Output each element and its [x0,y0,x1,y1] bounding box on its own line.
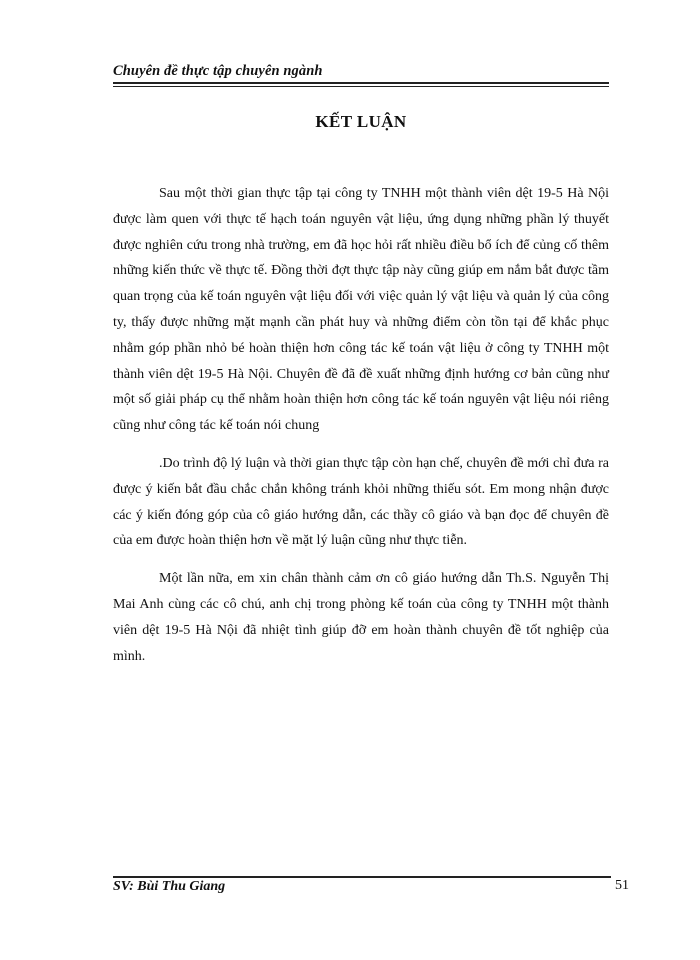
body-text [113,181,609,669]
page-number: 51 [615,878,629,893]
paragraph-acknowledgement: Một lần nữa, em xin chân thành cảm ơn cô giáo hướng dẫn Th.S. Nguyễn Thị Mai Anh cùng các cô chú, anh chị trong phòng kế toán của công ty TNHH một thành viên dệt 19-5 Hà Nội đã nhiệt tình giúp đỡ em hoàn thành chuyên đề tốt nghiệp của mình. [113,571,609,664]
header-divider-thin [113,86,609,87]
paragraph-limitations: .Do trình độ lý luận và thời gian thực tập còn hạn chế, chuyên đề mới chỉ đưa ra được ý kiến bắt đầu chắc chắn không tránh khỏi những thiếu sót. Em mong nhận được các ý kiến đóng góp của cô giáo hướng dẫn, các thầy cô giáo và bạn đọc để chuyên đề của em được hoàn thiện hơn về mặt lý luận cũng như thực tiễn. [113,455,609,549]
running-header-title: Chuyên đề thực tập chuyên ngành [113,63,323,79]
footer-author: SV: Bùi Thu Giang [113,879,226,894]
footer-divider [113,876,611,878]
paragraph-summary: Sau một thời gian thực tập tại công ty TNHH một thành viên dệt 19-5 Hà Nội được làm quen với thực tế hạch toán nguyên vật liệu, ứng dụng những phần lý thuyết được nghiên cứu trong nhà trường, em đã học hỏi rất nhiều điều bổ ích để củng cố thêm những kiến thức về thực tế. Đồng thời đợt thực tập này cũng giúp em nắm bắt được tầm quan trọng của kế toán nguyên vật liệu đối với việc quản lý vật liệu và quản lý của công ty, thấy được những mặt mạnh cần phát huy và những điểm còn tồn tại để khắc phục nhằm góp phần nhỏ bé hoàn thiện hơn công tác kế toán vật liệu ở công ty TNHH một thành viên dệt 19-5 Hà Nội. Chuyên đề đã đề xuất những định hướng cơ bản cũng như một số giải pháp cụ thể nhằm hoàn thiện hơn công tác kế toán nguyên vật liệu nói riêng cũng như công tác kế toán nói chung [113,186,609,434]
header-divider-thick [113,82,609,84]
section-heading: KẾT LUẬN [315,112,407,131]
